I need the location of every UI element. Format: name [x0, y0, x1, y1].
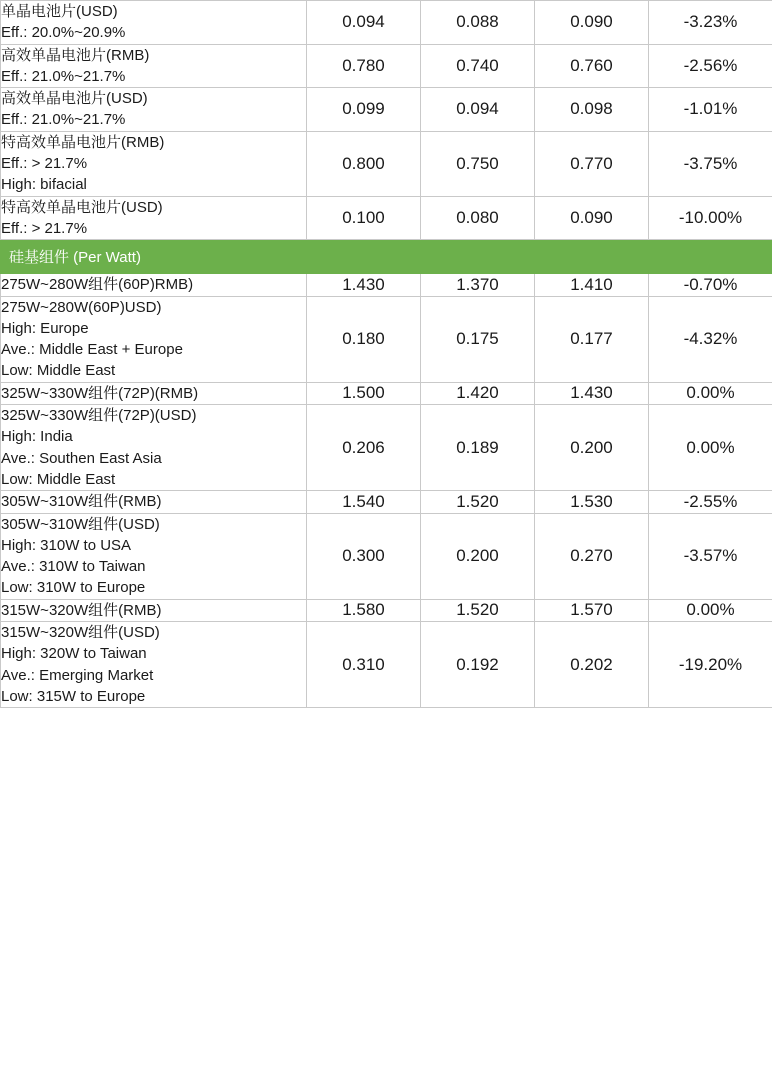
- table-row: [1, 88, 772, 132]
- product-label-cell: [1, 131, 307, 196]
- product-label-cell: [1, 405, 307, 491]
- product-label-line: 单晶电池片(USD): [1, 3, 118, 20]
- low-price-cell: 0.200: [421, 513, 535, 599]
- low-price-cell: 0.080: [421, 196, 535, 240]
- high-price-cell: 0.300: [307, 513, 421, 599]
- table-row: [1, 44, 772, 88]
- product-label-line: Ave.: Middle East + Europe: [1, 341, 183, 359]
- product-label-line: Eff.: 21.0%~21.7%: [1, 67, 126, 85]
- product-label-line: Low: 310W to Europe: [1, 579, 146, 597]
- low-price-cell: 0.192: [421, 622, 535, 708]
- product-label-line: Eff.: > 21.7%: [1, 155, 88, 173]
- high-price-cell: 0.206: [307, 405, 421, 491]
- product-label-line: 325W~330W组件(72P)(USD): [1, 407, 197, 425]
- product-label-cell: [1, 196, 307, 240]
- product-label-line: 高效单晶电池片(USD): [1, 90, 148, 108]
- average-price-cell: 1.570: [535, 599, 649, 621]
- product-label-line: Low: Middle East: [1, 470, 116, 488]
- average-price-cell: 0.090: [535, 1, 649, 45]
- high-price-cell: 0.094: [307, 1, 421, 45]
- product-label-line: 275W~280W组件(60P)RMB): [1, 276, 194, 294]
- average-price-cell: 0.202: [535, 622, 649, 708]
- product-label-line: 特高效单晶电池片(RMB): [1, 133, 165, 151]
- product-label-line: 315W~320W组件(RMB): [1, 601, 162, 619]
- change-percent-cell: -2.55%: [649, 491, 772, 513]
- product-label-line: Eff.: > 21.7%: [1, 219, 88, 237]
- product-label-line: 325W~330W组件(72P)(RMB): [1, 384, 199, 402]
- high-price-cell: 1.500: [307, 382, 421, 404]
- table-row: [1, 382, 772, 404]
- section-title: 硅基组件 (Per Watt): [1, 240, 772, 274]
- product-label-line: Low: 315W to Europe: [1, 687, 146, 705]
- product-label-line: Low: Middle East: [1, 362, 116, 380]
- table-row: [1, 599, 772, 621]
- table-row: [1, 296, 772, 382]
- product-label-cell: [1, 599, 307, 621]
- price-table-body: [1, 1, 772, 708]
- change-percent-cell: 0.00%: [649, 405, 772, 491]
- product-label-cell: [1, 622, 307, 708]
- product-label-line: 275W~280W(60P)USD): [1, 298, 162, 316]
- average-price-cell: 0.177: [535, 296, 649, 382]
- product-label-cell: [1, 88, 307, 132]
- table-row: [1, 1, 772, 45]
- product-label-line: Ave.: 310W to Taiwan: [1, 558, 146, 576]
- low-price-cell: 1.420: [421, 382, 535, 404]
- table-row: [1, 131, 772, 196]
- change-percent-cell: -1.01%: [649, 88, 772, 132]
- product-label-cell: [1, 491, 307, 513]
- average-price-cell: 1.530: [535, 491, 649, 513]
- average-price-cell: 0.760: [535, 44, 649, 88]
- high-price-cell: 1.430: [307, 274, 421, 296]
- product-label-line: Ave.: Southen East Asia: [1, 449, 162, 467]
- product-label-cell: [1, 274, 307, 296]
- product-label-line: 特高效单晶电池片(USD): [1, 198, 163, 216]
- change-percent-cell: -19.20%: [649, 622, 772, 708]
- change-percent-cell: -0.70%: [649, 274, 772, 296]
- product-label-line: High: 310W to USA: [1, 536, 132, 554]
- change-percent-cell: -10.00%: [649, 196, 772, 240]
- product-label-cell: [1, 513, 307, 599]
- product-label-line: High: Europe: [1, 319, 89, 337]
- high-price-cell: 0.099: [307, 88, 421, 132]
- low-price-cell: 0.189: [421, 405, 535, 491]
- product-label-line: High: India: [1, 428, 73, 446]
- average-price-cell: 1.430: [535, 382, 649, 404]
- high-price-cell: 1.580: [307, 599, 421, 621]
- high-price-cell: 0.780: [307, 44, 421, 88]
- high-price-cell: 0.800: [307, 131, 421, 196]
- change-percent-cell: 0.00%: [649, 382, 772, 404]
- product-label-line: Eff.: 21.0%~21.7%: [1, 111, 126, 129]
- product-label-cell: [1, 1, 307, 45]
- change-percent-cell: -4.32%: [649, 296, 772, 382]
- product-label-line: High: 320W to Taiwan: [1, 645, 147, 663]
- product-label-line: 305W~310W组件(RMB): [1, 493, 162, 511]
- table-row: [1, 274, 772, 296]
- product-label-line: Ave.: Emerging Market: [1, 666, 154, 684]
- product-label-line: High: bifacial: [1, 176, 87, 194]
- average-price-cell: 0.098: [535, 88, 649, 132]
- average-price-cell: 0.090: [535, 196, 649, 240]
- table-row: [1, 196, 772, 240]
- low-price-cell: 0.088: [421, 1, 535, 45]
- average-price-cell: 0.770: [535, 131, 649, 196]
- product-label-line: 高效单晶电池片(RMB): [1, 46, 150, 64]
- table-row: [1, 513, 772, 599]
- low-price-cell: 1.520: [421, 599, 535, 621]
- low-price-cell: 0.750: [421, 131, 535, 196]
- product-label-cell: [1, 44, 307, 88]
- change-percent-cell: -3.57%: [649, 513, 772, 599]
- high-price-cell: 0.100: [307, 196, 421, 240]
- change-percent-cell: 0.00%: [649, 599, 772, 621]
- change-percent-cell: -3.23%: [649, 1, 772, 45]
- high-price-cell: 0.310: [307, 622, 421, 708]
- product-label-line: Eff.: 20.0%~20.9%: [1, 24, 126, 42]
- average-price-cell: 0.200: [535, 405, 649, 491]
- low-price-cell: 1.520: [421, 491, 535, 513]
- table-row: [1, 491, 772, 513]
- average-price-cell: 0.270: [535, 513, 649, 599]
- average-price-cell: 1.410: [535, 274, 649, 296]
- change-percent-cell: -2.56%: [649, 44, 772, 88]
- table-section-row: [1, 240, 772, 274]
- low-price-cell: 0.740: [421, 44, 535, 88]
- product-label-line: 305W~310W组件(USD): [1, 515, 160, 533]
- product-label-cell: [1, 296, 307, 382]
- high-price-cell: 1.540: [307, 491, 421, 513]
- table-row: [1, 622, 772, 708]
- product-label-cell: [1, 382, 307, 404]
- low-price-cell: 0.175: [421, 296, 535, 382]
- table-row: [1, 405, 772, 491]
- product-label-line: 315W~320W组件(USD): [1, 624, 160, 642]
- change-percent-cell: -3.75%: [649, 131, 772, 196]
- low-price-cell: 0.094: [421, 88, 535, 132]
- high-price-cell: 0.180: [307, 296, 421, 382]
- low-price-cell: 1.370: [421, 274, 535, 296]
